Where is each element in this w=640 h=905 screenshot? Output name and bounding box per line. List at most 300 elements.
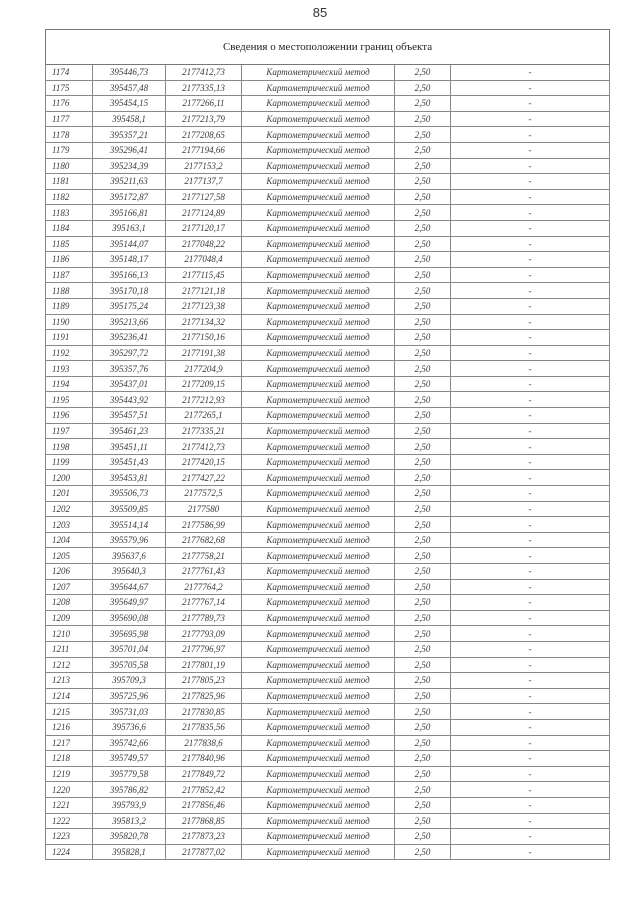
cell-coord-x: 395649,97 <box>93 595 166 611</box>
cell-point-number: 1206 <box>46 564 93 580</box>
cell-point-number: 1176 <box>46 96 93 112</box>
cell-note: - <box>451 719 610 735</box>
cell-coord-y: 2177764,2 <box>166 579 242 595</box>
cell-coord-x: 395820,78 <box>93 829 166 845</box>
cell-coord-y: 2177153,2 <box>166 158 242 174</box>
cell-coord-x: 395236,41 <box>93 330 166 346</box>
table-row <box>46 267 610 283</box>
cell-coord-x: 395637,6 <box>93 548 166 564</box>
table-row <box>46 797 610 813</box>
cell-coord-y: 2177830,85 <box>166 704 242 720</box>
table-row <box>46 751 610 767</box>
cell-method: Картометрический метод <box>242 844 395 860</box>
cell-accuracy: 2,50 <box>395 111 451 127</box>
cell-accuracy: 2,50 <box>395 595 451 611</box>
cell-point-number: 1184 <box>46 220 93 236</box>
table-row <box>46 564 610 580</box>
cell-point-number: 1209 <box>46 610 93 626</box>
cell-coord-y: 2177873,23 <box>166 829 242 845</box>
cell-accuracy: 2,50 <box>395 96 451 112</box>
cell-method: Картометрический метод <box>242 486 395 502</box>
cell-method: Картометрический метод <box>242 65 395 81</box>
cell-point-number: 1212 <box>46 657 93 673</box>
table-row <box>46 220 610 236</box>
cell-accuracy: 2,50 <box>395 532 451 548</box>
cell-coord-y: 2177580 <box>166 501 242 517</box>
cell-note: - <box>451 486 610 502</box>
cell-note: - <box>451 252 610 268</box>
table-row <box>46 314 610 330</box>
cell-coord-y: 2177121,18 <box>166 283 242 299</box>
cell-accuracy: 2,50 <box>395 174 451 190</box>
cell-note: - <box>451 189 610 205</box>
cell-note: - <box>451 439 610 455</box>
cell-coord-x: 395175,24 <box>93 298 166 314</box>
cell-coord-x: 395166,81 <box>93 205 166 221</box>
table-row <box>46 501 610 517</box>
cell-method: Картометрический метод <box>242 80 395 96</box>
cell-point-number: 1185 <box>46 236 93 252</box>
table-row <box>46 595 610 611</box>
cell-note: - <box>451 688 610 704</box>
cell-point-number: 1197 <box>46 423 93 439</box>
cell-point-number: 1183 <box>46 205 93 221</box>
cell-point-number: 1219 <box>46 766 93 782</box>
cell-coord-x: 395357,76 <box>93 361 166 377</box>
cell-coord-y: 2177266,11 <box>166 96 242 112</box>
cell-point-number: 1213 <box>46 673 93 689</box>
cell-coord-x: 395144,07 <box>93 236 166 252</box>
cell-method: Картометрический метод <box>242 673 395 689</box>
cell-method: Картометрический метод <box>242 797 395 813</box>
cell-accuracy: 2,50 <box>395 735 451 751</box>
cell-note: - <box>451 673 610 689</box>
table-row <box>46 766 610 782</box>
cell-accuracy: 2,50 <box>395 314 451 330</box>
cell-method: Картометрический метод <box>242 626 395 642</box>
table-row <box>46 719 610 735</box>
cell-coord-x: 395163,1 <box>93 220 166 236</box>
cell-coord-x: 395443,92 <box>93 392 166 408</box>
cell-method: Картометрический метод <box>242 735 395 751</box>
cell-note: - <box>451 579 610 595</box>
cell-coord-x: 395644,67 <box>93 579 166 595</box>
cell-method: Картометрический метод <box>242 782 395 798</box>
cell-coord-x: 395457,51 <box>93 408 166 424</box>
cell-coord-y: 2177849,72 <box>166 766 242 782</box>
cell-point-number: 1186 <box>46 252 93 268</box>
cell-accuracy: 2,50 <box>395 470 451 486</box>
cell-point-number: 1205 <box>46 548 93 564</box>
table-row <box>46 548 610 564</box>
cell-point-number: 1179 <box>46 142 93 158</box>
cell-accuracy: 2,50 <box>395 205 451 221</box>
cell-point-number: 1199 <box>46 454 93 470</box>
cell-coord-x: 395451,11 <box>93 439 166 455</box>
cell-coord-x: 395461,23 <box>93 423 166 439</box>
cell-coord-x: 395695,98 <box>93 626 166 642</box>
cell-coord-y: 2177127,58 <box>166 189 242 205</box>
cell-coord-y: 2177420,15 <box>166 454 242 470</box>
cell-coord-y: 2177838,6 <box>166 735 242 751</box>
cell-coord-y: 2177852,42 <box>166 782 242 798</box>
cell-coord-x: 395453,81 <box>93 470 166 486</box>
table-row <box>46 610 610 626</box>
cell-accuracy: 2,50 <box>395 236 451 252</box>
cell-note: - <box>451 829 610 845</box>
cell-note: - <box>451 782 610 798</box>
cell-method: Картометрический метод <box>242 220 395 236</box>
cell-coord-y: 2177335,13 <box>166 80 242 96</box>
cell-coord-y: 2177048,22 <box>166 236 242 252</box>
cell-method: Картометрический метод <box>242 236 395 252</box>
table-row <box>46 111 610 127</box>
cell-coord-y: 2177115,45 <box>166 267 242 283</box>
cell-method: Картометрический метод <box>242 564 395 580</box>
cell-coord-y: 2177840,96 <box>166 751 242 767</box>
cell-coord-x: 395454,15 <box>93 96 166 112</box>
cell-accuracy: 2,50 <box>395 673 451 689</box>
table-row <box>46 688 610 704</box>
cell-method: Картометрический метод <box>242 283 395 299</box>
cell-point-number: 1177 <box>46 111 93 127</box>
cell-accuracy: 2,50 <box>395 688 451 704</box>
table-row <box>46 205 610 221</box>
cell-method: Картометрический метод <box>242 813 395 829</box>
table-row <box>46 470 610 486</box>
cell-method: Картометрический метод <box>242 205 395 221</box>
cell-accuracy: 2,50 <box>395 548 451 564</box>
cell-accuracy: 2,50 <box>395 376 451 392</box>
cell-coord-y: 2177801,19 <box>166 657 242 673</box>
table-row <box>46 345 610 361</box>
cell-method: Картометрический метод <box>242 454 395 470</box>
cell-coord-y: 2177793,09 <box>166 626 242 642</box>
cell-note: - <box>451 361 610 377</box>
cell-note: - <box>451 127 610 143</box>
cell-accuracy: 2,50 <box>395 797 451 813</box>
cell-coord-y: 2177586,99 <box>166 517 242 533</box>
table-row <box>46 142 610 158</box>
cell-coord-x: 395828,1 <box>93 844 166 860</box>
cell-note: - <box>451 564 610 580</box>
cell-point-number: 1215 <box>46 704 93 720</box>
cell-note: - <box>451 345 610 361</box>
table-row <box>46 532 610 548</box>
cell-note: - <box>451 595 610 611</box>
cell-accuracy: 2,50 <box>395 626 451 642</box>
cell-method: Картометрический метод <box>242 345 395 361</box>
cell-accuracy: 2,50 <box>395 486 451 502</box>
table-row <box>46 813 610 829</box>
cell-accuracy: 2,50 <box>395 220 451 236</box>
cell-accuracy: 2,50 <box>395 267 451 283</box>
cell-coord-y: 2177412,73 <box>166 65 242 81</box>
cell-point-number: 1180 <box>46 158 93 174</box>
cell-coord-y: 2177796,97 <box>166 641 242 657</box>
cell-method: Картометрический метод <box>242 142 395 158</box>
cell-accuracy: 2,50 <box>395 813 451 829</box>
cell-method: Картометрический метод <box>242 111 395 127</box>
page-number: 85 <box>312 5 328 20</box>
cell-method: Картометрический метод <box>242 751 395 767</box>
cell-accuracy: 2,50 <box>395 423 451 439</box>
cell-accuracy: 2,50 <box>395 298 451 314</box>
cell-method: Картометрический метод <box>242 641 395 657</box>
cell-coord-y: 2177856,46 <box>166 797 242 813</box>
cell-note: - <box>451 470 610 486</box>
cell-coord-x: 395731,03 <box>93 704 166 720</box>
cell-method: Картометрический метод <box>242 361 395 377</box>
cell-coord-y: 2177194,66 <box>166 142 242 158</box>
cell-note: - <box>451 626 610 642</box>
cell-note: - <box>451 797 610 813</box>
cell-note: - <box>451 267 610 283</box>
cell-coord-x: 395640,3 <box>93 564 166 580</box>
cell-point-number: 1191 <box>46 330 93 346</box>
cell-coord-y: 2177191,38 <box>166 345 242 361</box>
table-row <box>46 673 610 689</box>
cell-coord-x: 395148,17 <box>93 252 166 268</box>
cell-method: Картометрический метод <box>242 719 395 735</box>
cell-point-number: 1192 <box>46 345 93 361</box>
cell-coord-y: 2177825,96 <box>166 688 242 704</box>
cell-point-number: 1216 <box>46 719 93 735</box>
table-row <box>46 704 610 720</box>
cell-coord-x: 395297,72 <box>93 345 166 361</box>
cell-coord-y: 2177412,73 <box>166 439 242 455</box>
table-row <box>46 298 610 314</box>
cell-coord-x: 395170,18 <box>93 283 166 299</box>
cell-coord-y: 2177805,23 <box>166 673 242 689</box>
table-row <box>46 283 610 299</box>
cell-method: Картометрический метод <box>242 158 395 174</box>
cell-point-number: 1194 <box>46 376 93 392</box>
cell-accuracy: 2,50 <box>395 517 451 533</box>
table-row <box>46 579 610 595</box>
cell-coord-y: 2177835,56 <box>166 719 242 735</box>
cell-method: Картометрический метод <box>242 267 395 283</box>
cell-coord-y: 2177120,17 <box>166 220 242 236</box>
cell-point-number: 1224 <box>46 844 93 860</box>
cell-accuracy: 2,50 <box>395 766 451 782</box>
cell-accuracy: 2,50 <box>395 408 451 424</box>
cell-coord-x: 395690,08 <box>93 610 166 626</box>
cell-coord-y: 2177209,15 <box>166 376 242 392</box>
cell-note: - <box>451 766 610 782</box>
cell-coord-y: 2177335,21 <box>166 423 242 439</box>
cell-coord-x: 395579,96 <box>93 532 166 548</box>
cell-accuracy: 2,50 <box>395 283 451 299</box>
cell-point-number: 1175 <box>46 80 93 96</box>
cell-note: - <box>451 111 610 127</box>
cell-note: - <box>451 641 610 657</box>
table-row <box>46 517 610 533</box>
table-row <box>46 158 610 174</box>
cell-method: Картометрический метод <box>242 657 395 673</box>
table-row <box>46 96 610 112</box>
cell-method: Картометрический метод <box>242 548 395 564</box>
cell-accuracy: 2,50 <box>395 610 451 626</box>
cell-coord-x: 395172,87 <box>93 189 166 205</box>
table-row <box>46 376 610 392</box>
cell-coord-y: 2177761,43 <box>166 564 242 580</box>
table-title-row <box>46 30 610 65</box>
cell-note: - <box>451 65 610 81</box>
table-row <box>46 657 610 673</box>
cell-coord-y: 2177123,38 <box>166 298 242 314</box>
table-row <box>46 735 610 751</box>
cell-method: Картометрический метод <box>242 688 395 704</box>
table-row <box>46 454 610 470</box>
table-row <box>46 486 610 502</box>
cell-coord-y: 2177212,93 <box>166 392 242 408</box>
cell-coord-y: 2177877,02 <box>166 844 242 860</box>
table-row <box>46 641 610 657</box>
cell-accuracy: 2,50 <box>395 65 451 81</box>
cell-note: - <box>451 220 610 236</box>
cell-accuracy: 2,50 <box>395 501 451 517</box>
cell-method: Картометрический метод <box>242 174 395 190</box>
cell-accuracy: 2,50 <box>395 579 451 595</box>
cell-coord-x: 395779,58 <box>93 766 166 782</box>
cell-point-number: 1181 <box>46 174 93 190</box>
cell-note: - <box>451 283 610 299</box>
cell-accuracy: 2,50 <box>395 829 451 845</box>
cell-coord-x: 395446,73 <box>93 65 166 81</box>
cell-coord-x: 395437,01 <box>93 376 166 392</box>
cell-accuracy: 2,50 <box>395 392 451 408</box>
cell-coord-y: 2177789,73 <box>166 610 242 626</box>
cell-method: Картометрический метод <box>242 314 395 330</box>
table-row <box>46 782 610 798</box>
cell-method: Картометрический метод <box>242 829 395 845</box>
cell-accuracy: 2,50 <box>395 439 451 455</box>
cell-coord-x: 395813,2 <box>93 813 166 829</box>
cell-coord-y: 2177572,5 <box>166 486 242 502</box>
cell-note: - <box>451 205 610 221</box>
cell-method: Картометрический метод <box>242 579 395 595</box>
cell-method: Картометрический метод <box>242 517 395 533</box>
cell-coord-x: 395506,73 <box>93 486 166 502</box>
cell-point-number: 1190 <box>46 314 93 330</box>
cell-coord-y: 2177767,14 <box>166 595 242 611</box>
cell-method: Картометрический метод <box>242 408 395 424</box>
cell-point-number: 1188 <box>46 283 93 299</box>
cell-coord-y: 2177134,32 <box>166 314 242 330</box>
cell-coord-x: 395705,58 <box>93 657 166 673</box>
cell-coord-x: 395749,57 <box>93 751 166 767</box>
cell-method: Картометрический метод <box>242 704 395 720</box>
table-row <box>46 361 610 377</box>
cell-note: - <box>451 813 610 829</box>
cell-note: - <box>451 408 610 424</box>
cell-coord-y: 2177427,22 <box>166 470 242 486</box>
cell-method: Картометрический метод <box>242 298 395 314</box>
cell-point-number: 1210 <box>46 626 93 642</box>
cell-note: - <box>451 158 610 174</box>
cell-coord-y: 2177048,4 <box>166 252 242 268</box>
cell-point-number: 1201 <box>46 486 93 502</box>
cell-accuracy: 2,50 <box>395 80 451 96</box>
table-row <box>46 252 610 268</box>
cell-point-number: 1204 <box>46 532 93 548</box>
table-row <box>46 236 610 252</box>
cell-note: - <box>451 454 610 470</box>
cell-method: Картометрический метод <box>242 330 395 346</box>
boundary-table-container <box>45 29 609 860</box>
cell-note: - <box>451 844 610 860</box>
cell-point-number: 1193 <box>46 361 93 377</box>
cell-point-number: 1174 <box>46 65 93 81</box>
cell-coord-y: 2177124,89 <box>166 205 242 221</box>
cell-point-number: 1182 <box>46 189 93 205</box>
table-row <box>46 844 610 860</box>
cell-coord-y: 2177868,85 <box>166 813 242 829</box>
table-row <box>46 330 610 346</box>
cell-note: - <box>451 236 610 252</box>
cell-method: Картометрический метод <box>242 766 395 782</box>
cell-accuracy: 2,50 <box>395 142 451 158</box>
table-row <box>46 127 610 143</box>
cell-point-number: 1211 <box>46 641 93 657</box>
cell-coord-y: 2177208,65 <box>166 127 242 143</box>
cell-accuracy: 2,50 <box>395 657 451 673</box>
cell-coord-x: 395357,21 <box>93 127 166 143</box>
cell-point-number: 1200 <box>46 470 93 486</box>
cell-note: - <box>451 704 610 720</box>
cell-method: Картометрический метод <box>242 127 395 143</box>
cell-note: - <box>451 96 610 112</box>
cell-point-number: 1202 <box>46 501 93 517</box>
cell-coord-y: 2177204,9 <box>166 361 242 377</box>
cell-coord-x: 395509,85 <box>93 501 166 517</box>
table-row <box>46 392 610 408</box>
cell-method: Картометрический метод <box>242 376 395 392</box>
cell-accuracy: 2,50 <box>395 158 451 174</box>
cell-method: Картометрический метод <box>242 439 395 455</box>
cell-point-number: 1220 <box>46 782 93 798</box>
table-row <box>46 189 610 205</box>
cell-point-number: 1195 <box>46 392 93 408</box>
table-row <box>46 80 610 96</box>
boundary-table <box>45 29 610 860</box>
table-row <box>46 423 610 439</box>
cell-accuracy: 2,50 <box>395 844 451 860</box>
cell-note: - <box>451 376 610 392</box>
cell-point-number: 1214 <box>46 688 93 704</box>
cell-method: Картометрический метод <box>242 532 395 548</box>
cell-accuracy: 2,50 <box>395 564 451 580</box>
cell-accuracy: 2,50 <box>395 361 451 377</box>
cell-note: - <box>451 532 610 548</box>
table-row <box>46 829 610 845</box>
cell-point-number: 1189 <box>46 298 93 314</box>
cell-coord-y: 2177265,1 <box>166 408 242 424</box>
cell-point-number: 1218 <box>46 751 93 767</box>
cell-note: - <box>451 657 610 673</box>
cell-point-number: 1222 <box>46 813 93 829</box>
cell-method: Картометрический метод <box>242 595 395 611</box>
cell-note: - <box>451 314 610 330</box>
cell-accuracy: 2,50 <box>395 704 451 720</box>
cell-accuracy: 2,50 <box>395 782 451 798</box>
cell-point-number: 1196 <box>46 408 93 424</box>
cell-point-number: 1207 <box>46 579 93 595</box>
cell-method: Картометрический метод <box>242 189 395 205</box>
table-row <box>46 439 610 455</box>
cell-note: - <box>451 735 610 751</box>
